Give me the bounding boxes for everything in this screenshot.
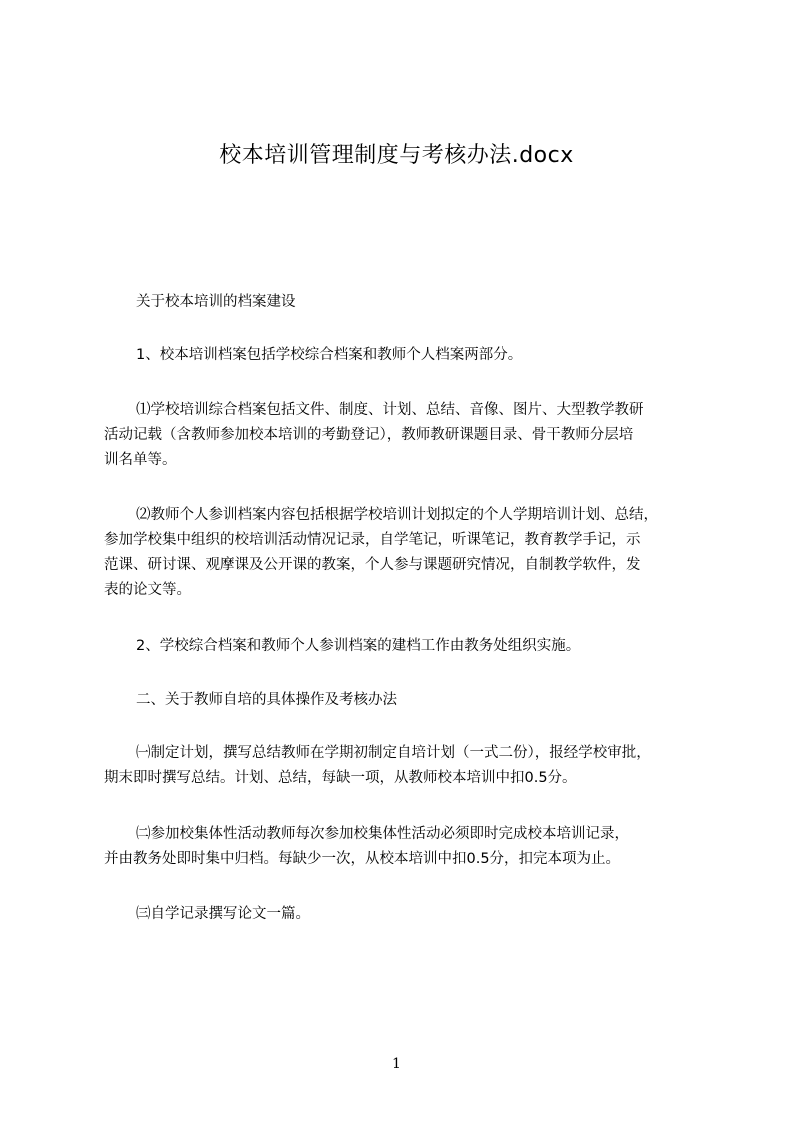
paragraph-teacher-archive [104, 503, 724, 603]
paragraph-line: ㈠制定计划，撰写总结教师在学期初制定自培计划（一式二份），报经学校审批， [136, 745, 651, 761]
paragraph-school-archive [104, 398, 724, 473]
paragraph-archive-heading [104, 290, 724, 315]
paragraph-line: 并由教务处即时集中归档。每缺少一次，从校本培训中扣0.5分，扣完本项为止。 [104, 851, 621, 867]
paragraph-line: ㈡参加校集体性活动教师每次参加校集体性活动必须即时完成校本培训记录， [136, 826, 629, 842]
section-heading-self-training [104, 688, 724, 713]
paragraph-line: ㈢自学记录撰写论文一篇。 [136, 906, 310, 922]
paragraph-line: 二、关于教师自培的具体操作及考核办法 [136, 692, 397, 708]
paragraph-archive-item-1 [104, 343, 724, 368]
paragraph-self-study [104, 902, 724, 927]
paragraph-line: ⑴学校培训综合档案包括文件、制度、计划、总结、音像、图片、大型教学教研 [136, 402, 644, 418]
page-number: 1 [392, 1056, 401, 1072]
paragraph-line: ⑵教师个人参训档案内容包括根据学校培训计划拟定的个人学期培训计划、总结， [136, 507, 658, 523]
paragraph-line: 活动记载（含教师参加校本培训的考勤登记），教师教研课题目录、骨干教师分层培 [104, 427, 634, 443]
paragraph-archive-item-2 [104, 634, 724, 659]
paragraph-line: 参加学校集中组织的校培训活动情况记录，自学笔记，听课笔记，教育教学手记，示 [104, 532, 641, 548]
paragraph-line: 2、学校综合档案和教师个人参训档案的建档工作由教务处组织实施。 [136, 638, 581, 654]
paragraph-line: 关于校本培训的档案建设 [136, 294, 296, 310]
paragraph-line: 期末即时撰写总结。计划、总结，每缺一项，从教师校本培训中扣0.5分。 [104, 770, 577, 786]
paragraph-line: 训名单等。 [104, 452, 177, 468]
document-title: 校本培训管理制度与考核办法.docx [219, 143, 574, 168]
paragraph-line: 表的论文等。 [104, 582, 191, 598]
paragraph-group-activity [104, 822, 724, 872]
paragraph-line: 范课、研讨课、观摩课及公开课的教案，个人参与课题研究情况，自制教学软件，发 [104, 557, 641, 573]
paragraph-line: 1、校本培训档案包括学校综合档案和教师个人档案两部分。 [136, 347, 523, 363]
paragraph-plan-summary [104, 741, 724, 791]
